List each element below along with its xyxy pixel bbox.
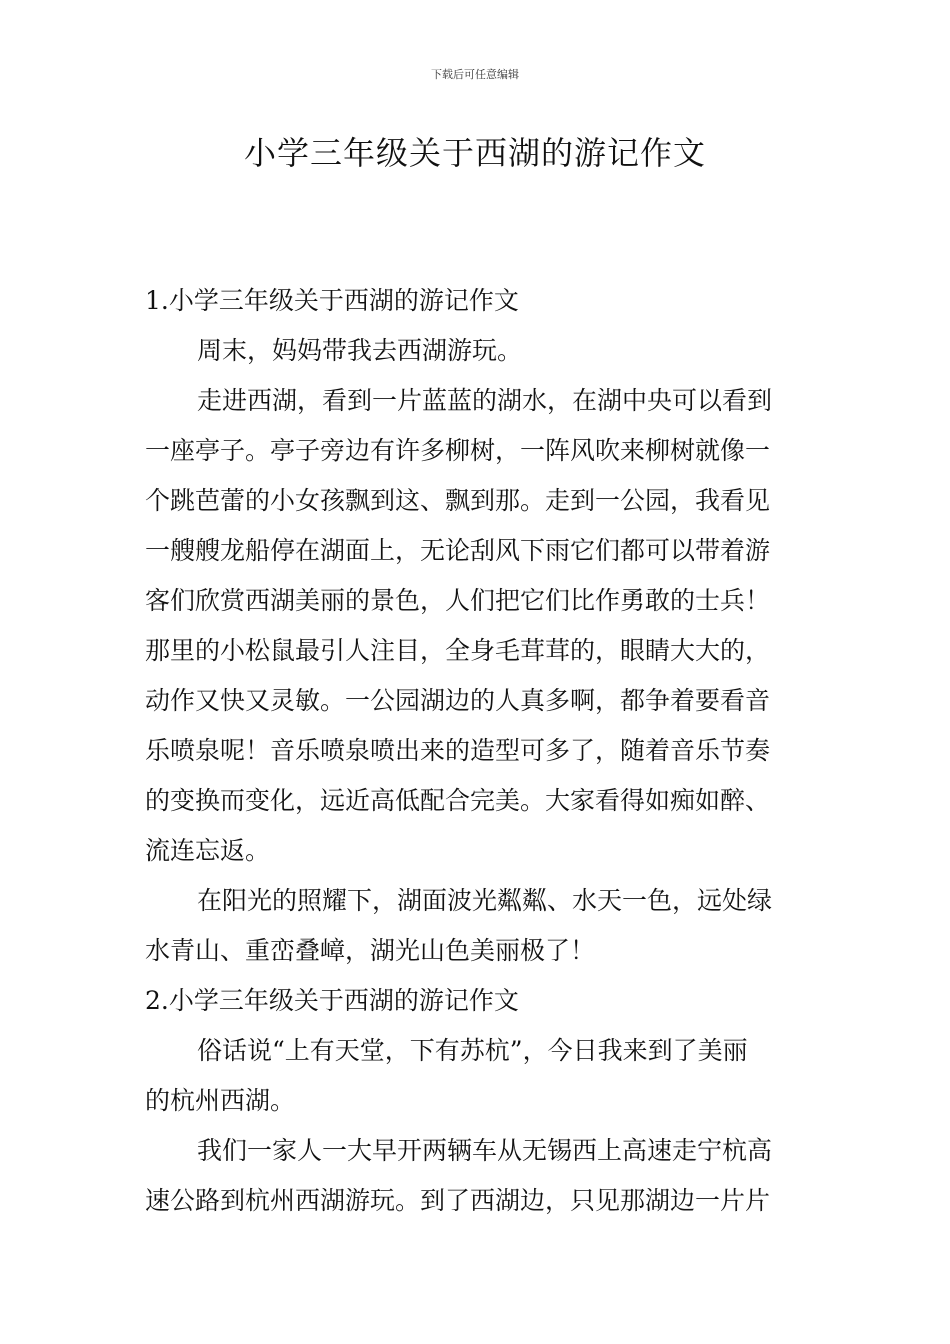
- text-line: 俗话说“上有天堂，下有苏杭”，今日我来到了美丽: [197, 1036, 748, 1065]
- text-line: 速公路到杭州西湖游玩。到了西湖边，只见那湖边一片片: [145, 1186, 771, 1215]
- text-line: 乐喷泉呢！音乐喷泉喷出来的造型可多了，随着音乐节奏: [145, 736, 771, 765]
- document-body: [145, 276, 809, 1226]
- text-line: 1.小学三年级关于西湖的游记作文: [145, 286, 519, 315]
- text-line: 那里的小松鼠最引人注目，全身毛茸茸的，眼睛大大的，: [145, 636, 771, 665]
- text-line: 流连忘返。: [145, 836, 271, 865]
- text-line: 水青山、重峦叠嶂，湖光山色美丽极了！: [145, 936, 596, 965]
- text-line: 我们一家人一大早开两辆车从无锡西上高速走宁杭高: [197, 1136, 773, 1165]
- text-line: 动作又快又灵敏。一公园湖边的人真多啊，都争着要看音: [145, 686, 771, 715]
- document-title: 小学三年级关于西湖的游记作文: [243, 134, 706, 172]
- text-line: 走进西湖，看到一片蓝蓝的湖水，在湖中央可以看到: [197, 386, 773, 415]
- text-line: 在阳光的照耀下，湖面波光粼粼、水天一色，远处绿: [197, 886, 773, 915]
- text-line: 2.小学三年级关于西湖的游记作文: [145, 986, 519, 1015]
- text-line: 周末，妈妈带我去西湖游玩。: [197, 336, 523, 365]
- text-line: 一座亭子。亭子旁边有许多柳树，一阵风吹来柳树就像一: [145, 436, 771, 465]
- text-line: 客们欣赏西湖美丽的景色，人们把它们比作勇敢的士兵！: [145, 586, 771, 615]
- text-line: 个跳芭蕾的小女孩飘到这、飘到那。走到一公园，我看见: [145, 486, 771, 515]
- text-line: 的杭州西湖。: [145, 1086, 296, 1115]
- text-line: 的变换而变化，远近高低配合完美。大家看得如痴如醉、: [145, 786, 771, 815]
- text-line: 一艘艘龙船停在湖面上，无论刮风下雨它们都可以带着游: [145, 536, 771, 565]
- header-note: 下载后可任意编辑: [431, 68, 519, 81]
